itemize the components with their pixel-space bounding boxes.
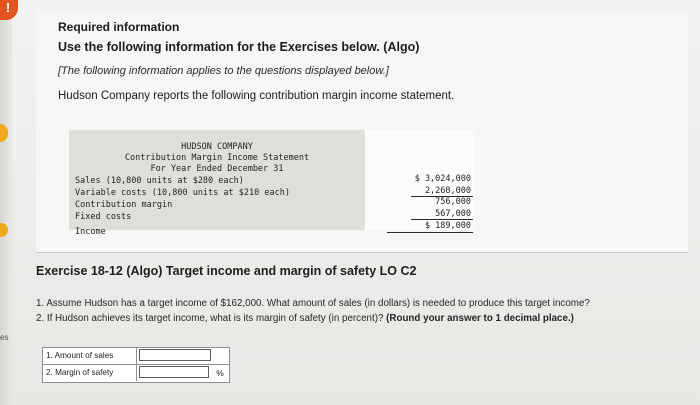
variable-costs-amount: 2,268,000 xyxy=(424,186,471,196)
left-sidebar-strip xyxy=(0,0,12,405)
underline xyxy=(411,219,473,220)
amount-of-sales-input[interactable] xyxy=(139,349,211,361)
question-2-text: 2. If Hudson achieves its target income, what is its margin of safety (in percent)? xyxy=(36,313,387,324)
answer-row-margin-of-safety xyxy=(43,365,229,382)
income-statement-table xyxy=(69,130,475,237)
double-underline xyxy=(387,232,473,233)
following-info-note: [The following information applies to the questions displayed below.] xyxy=(58,65,389,77)
answer-label: 2. Margin of safety xyxy=(43,365,137,381)
income-label: Income xyxy=(75,227,106,237)
contribution-margin-amount: 756,000 xyxy=(435,197,471,207)
required-information-title: Required information xyxy=(58,20,180,34)
required-information-card xyxy=(36,10,688,253)
variable-costs-label: Variable costs (10,800 units at $210 each) xyxy=(75,188,290,198)
company-name: HUDSON COMPANY xyxy=(181,142,253,152)
amount-column xyxy=(365,130,475,230)
answer-row-amount-of-sales xyxy=(43,348,229,365)
question-2-instruction: (Round your answer to 1 decimal place.) xyxy=(386,313,574,324)
answer-label: 1. Amount of sales xyxy=(43,348,137,364)
statement-period: For Year Ended December 31 xyxy=(150,164,284,174)
answer-table xyxy=(42,347,230,383)
question-1: 1. Assume Hudson has a target income of $162,000. What amount of sales (in dollars) is needed to produce this target income? xyxy=(36,298,590,309)
alert-icon[interactable]: ! xyxy=(0,0,18,20)
answer-unit xyxy=(211,348,229,364)
side-edge-text: es xyxy=(0,333,9,342)
statement-intro: Hudson Company reports the following contribution margin income statement. xyxy=(58,90,455,102)
margin-of-safety-input[interactable] xyxy=(139,366,209,378)
income-amount: $ 189,000 xyxy=(424,221,471,231)
question-2 xyxy=(36,313,574,324)
percent-unit: % xyxy=(216,368,224,378)
fixed-costs-amount: 567,000 xyxy=(435,209,471,219)
sales-label: Sales (10,800 units at $280 each) xyxy=(75,176,244,186)
statement-title: Contribution Margin Income Statement xyxy=(124,153,310,163)
sales-amount: $ 3,024,000 xyxy=(414,174,471,184)
exercise-title: Exercise 18-12 (Algo) Target income and margin of safety LO C2 xyxy=(36,264,417,278)
contribution-margin-label: Contribution margin xyxy=(75,200,173,210)
use-following-heading: Use the following information for the Exercises below. (Algo) xyxy=(58,40,420,54)
fixed-costs-label: Fixed costs xyxy=(75,212,132,222)
